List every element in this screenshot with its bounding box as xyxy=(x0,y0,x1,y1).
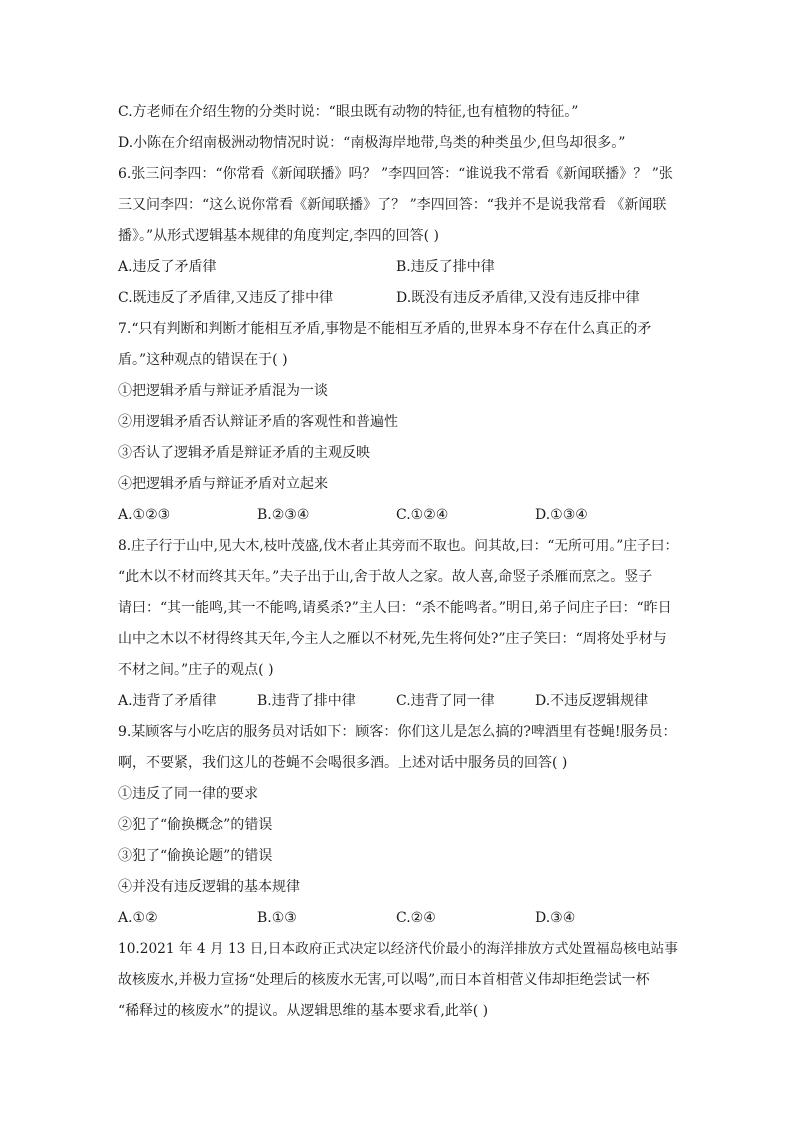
q10-stem-line: 10.2021 年 4 月 13 日,日本政府正式决定以经济代价最小的海洋排放方式处置福岛核电站事 xyxy=(118,941,678,957)
q9-stem-line: 啊，不要紧，我们这儿的苍蝇不会喝很多酒。上述对话中服务员的回答( ) xyxy=(118,755,568,771)
q6-stem-line: 播》。”从形式逻辑基本规律的角度判定,李四的回答( ) xyxy=(118,228,439,244)
q6-stem-line: 三又问李四：“这么说你常看《新闻联播》了？ ”李四回答：“我并不是说我常看 《新闻联 xyxy=(118,197,667,213)
q10-stem-line: 故核废水,并极力宣扬“处理后的核废水无害,可以喝”,而日本首相菅义伟却拒绝尝试一杯 xyxy=(118,972,650,988)
q7-stem-line: 盾。”这种观点的错误在于( ) xyxy=(118,352,288,368)
q8-option-b: B.违背了排中律 xyxy=(257,693,356,709)
q8-option-d: D.不违反逻辑规律 xyxy=(535,693,649,709)
q8-option-c: C.违背了同一律 xyxy=(396,693,495,709)
q7-item: ④把逻辑矛盾与辩证矛盾对立起来 xyxy=(118,476,328,492)
q7-option-a: A.①②③ xyxy=(118,507,171,523)
q8-stem-line: “此木以不材而终其天年。”夫子出于山,舍于故人之家。故人喜,命竖子杀雁而烹之。竖子 xyxy=(118,569,653,585)
q9-item: ③犯了“偷换论题”的错误 xyxy=(118,848,273,864)
q8-stem-line: 不材之间。”庄子的观点( ) xyxy=(118,662,274,678)
q9-option-a: A.①② xyxy=(118,910,158,926)
q9-item: ①违反了同一律的要求 xyxy=(118,786,258,802)
q6-option-c: C.既违反了矛盾律,又违反了排中律 xyxy=(118,290,334,306)
q9-option-b: B.①③ xyxy=(257,910,297,926)
q6-option-a: A.违反了矛盾律 xyxy=(118,259,217,275)
q9-item: ④并没有违反逻辑的基本规律 xyxy=(118,879,300,895)
q6-option-d: D.既没有违反矛盾律,又没有违反排中律 xyxy=(396,290,640,306)
q6-stem-line: 6.张三问李四：“你常看《新闻联播》吗？ ”李四回答：“谁说我不常看《新闻联播》？ ”张 xyxy=(118,166,673,182)
q7-stem-line: 7.“只有判断和判断才能相互矛盾,事物是不能相互矛盾的,世界本身不存在什么真正的矛 xyxy=(118,321,652,337)
q7-item: ②用逻辑矛盾否认辩证矛盾的客观性和普遍性 xyxy=(118,414,398,430)
q8-stem-line: 8.庄子行于山中,见大木,枝叶茂盛,伐木者止其旁而不取也。问其故,曰：“无所可用。”庄子曰： xyxy=(118,538,679,554)
q5-option-d: D.小陈在介绍南极洲动物情况时说：“南极海岸地带,鸟类的种类虽少,但鸟却很多。” xyxy=(118,135,626,151)
q9-option-c: C.②④ xyxy=(396,910,436,926)
q7-option-c: C.①②④ xyxy=(396,507,449,523)
q7-item: ③否认了逻辑矛盾是辩证矛盾的主观反映 xyxy=(118,445,370,461)
q5-option-c: C.方老师在介绍生物的分类时说：“眼虫既有动物的特征,也有植物的特征。” xyxy=(118,104,579,120)
q8-stem-line: 山中之木以不材得终其天年,今主人之雁以不材死,先生将何处?”庄子笑曰：“周将处乎材与 xyxy=(118,631,667,647)
q7-option-d: D.①③④ xyxy=(535,507,588,523)
q9-stem-line: 9.某顾客与小吃店的服务员对话如下：顾客：你们这儿是怎么搞的?啤酒里有苍蝇!服务员： xyxy=(118,724,677,740)
q10-stem-line: “稀释过的核废水”的提议。从逻辑思维的基本要求看,此举( ) xyxy=(118,1003,489,1019)
q8-stem-line: 请曰：“其一能鸣,其一不能鸣,请奚杀?”主人曰：“杀不能鸣者。”明日,弟子问庄子曰：“昨日 xyxy=(118,600,672,616)
q9-option-d: D.③④ xyxy=(535,910,576,926)
q8-option-a: A.违背了矛盾律 xyxy=(118,693,217,709)
q9-item: ②犯了“偷换概念”的错误 xyxy=(118,817,273,833)
q7-item: ①把逻辑矛盾与辩证矛盾混为一谈 xyxy=(118,383,328,399)
q7-option-b: B.②③④ xyxy=(257,507,310,523)
q6-option-b: B.违反了排中律 xyxy=(396,259,495,275)
